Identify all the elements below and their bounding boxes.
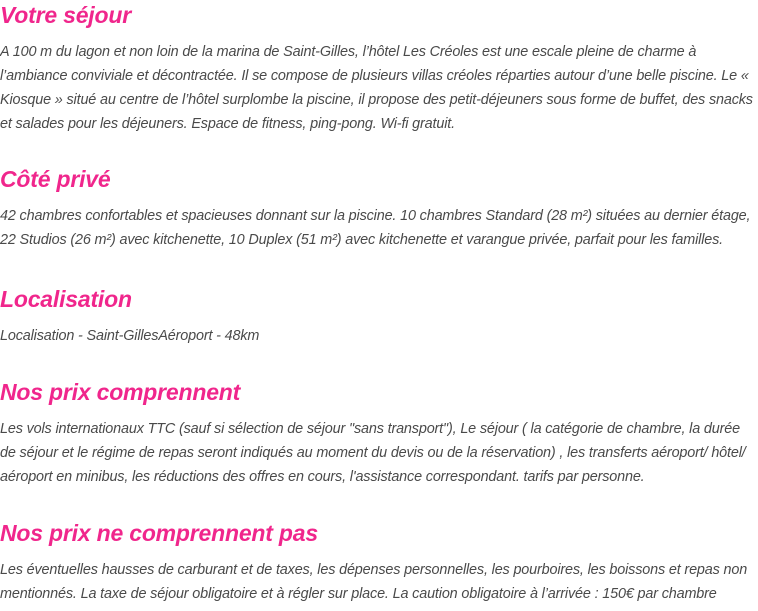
section-prix-comprennent — [0, 377, 758, 489]
section-prix-ne-comprennent-pas — [0, 518, 758, 606]
section-title: Localisation — [0, 286, 132, 312]
section-localisation — [0, 284, 758, 348]
section-cote-prive — [0, 164, 758, 252]
section-body: Les vols internationaux TTC (sauf si sélection de séjour "sans transport"), Le séjour ( la catégorie de chambre, la durée de séjour et le régime de repas seront indiqués au moment du devis ou de la réservation) , les transferts aéroport/ hôtel/ aéroport en minibus, les réductions des offres en cours, l'assistance correspondant. tarifs par personne. — [0, 421, 746, 485]
section-votre-sejour — [0, 0, 758, 136]
section-body: Les éventuelles hausses de carburant et de taxes, les dépenses personnelles, les pourboires, les boissons et repas non mentionnés. La taxe de séjour obligatoire et à régler sur place. La caution obligatoire à l’arrivée : 150€ par chambre — [0, 562, 748, 602]
section-body: 42 chambres confortables et spacieuses donnant sur la piscine. 10 chambres Standard (28 m²) situées au dernier étage, 22 Studios (26 m²) avec kitchenette, 10 Duplex (51 m²) avec kitchenette et varangue privée, parfait pour les familles. — [0, 208, 751, 248]
section-title: Votre séjour — [0, 2, 131, 28]
section-body: A 100 m du lagon et non loin de la marina de Saint-Gilles, l’hôtel Les Créoles est une escale pleine de charme à l’ambiance conviviale et décontractée. Il se compose de plusieurs villas créoles réparties autour d’une belle piscine. Le « Kiosque » situé au centre de l’hôtel surplombe la piscine, il propose des petit-déjeuners sous forme de buffet, des snacks et salades pour les déjeuners. Espace de fitness, ping-pong. Wi-fi gratuit. — [0, 44, 753, 132]
section-title: Nos prix ne comprennent pas — [0, 520, 318, 546]
section-body: Localisation - Saint-GillesAéroport - 48km — [0, 328, 260, 344]
section-title: Nos prix comprennent — [0, 379, 241, 405]
section-title: Côté privé — [0, 166, 111, 192]
